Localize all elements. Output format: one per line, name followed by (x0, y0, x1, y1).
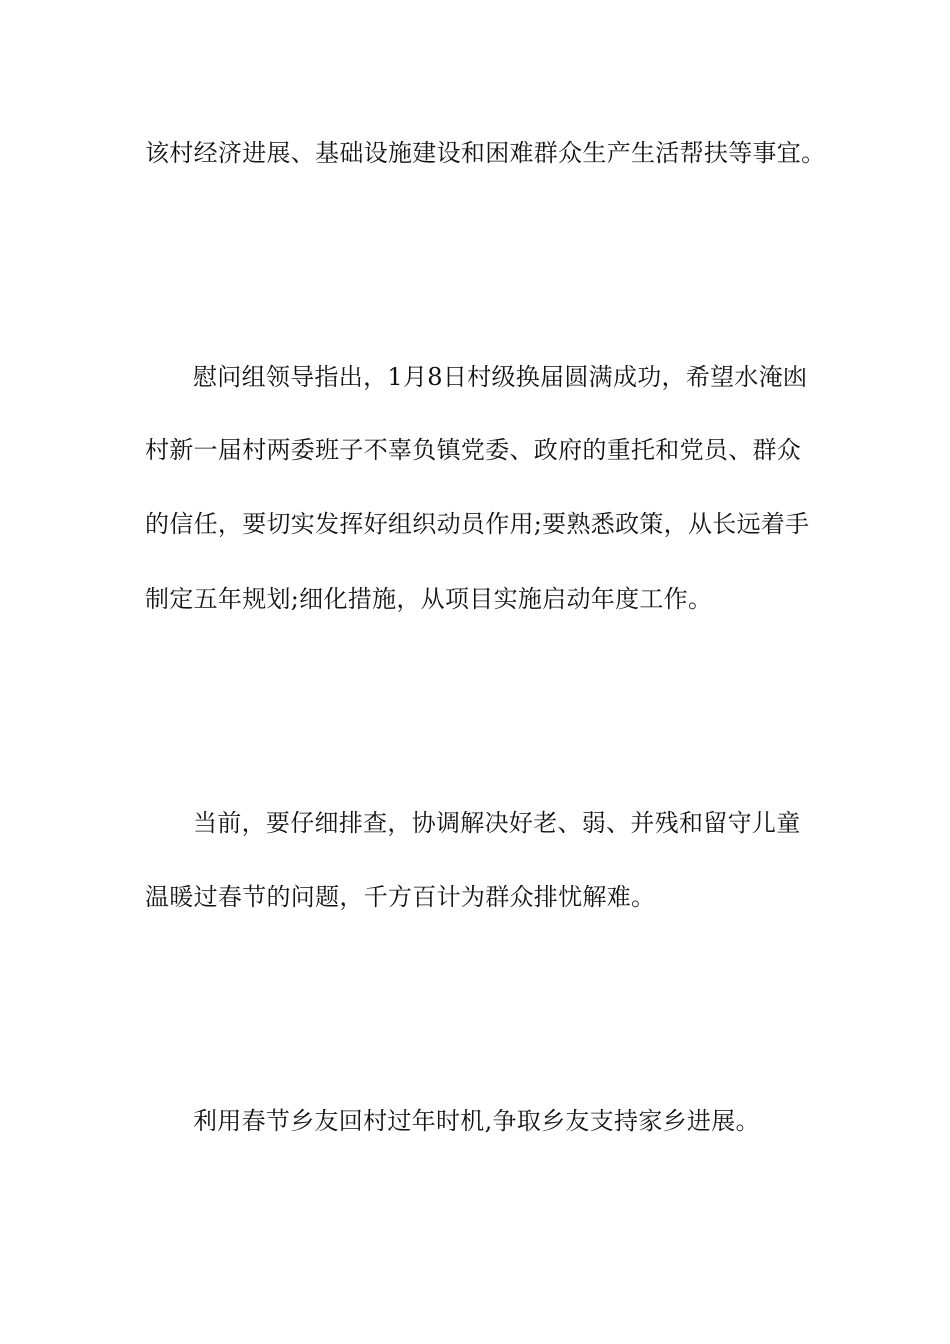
paragraph-3-line-1: 当前，要仔细排查，协调解决好老、弱、并残和留守儿童 (193, 809, 801, 837)
paragraph-2-line-3: 的信任，要切实发挥好组织动员作用;要熟悉政策，从长远着手 (145, 510, 810, 538)
paragraph-3-line-2: 温暖过春节的问题，千方百计为群众排忧解难。 (145, 883, 656, 911)
paragraph-2-line-4: 制定五年规划;细化措施，从项目实施启动年度工作。 (145, 585, 713, 613)
paragraph-2-line-1: 慰问组领导指出，1月8日村级换届圆满成功，希望水淹凼 (193, 363, 808, 391)
paragraph-1-line-1: 该村经济进展、基础设施建设和困难群众生产生活帮扶等事宜。 (145, 139, 826, 167)
paragraph-2-line-2: 村新一届村两委班子不辜负镇党委、政府的重托和党员、群众 (145, 436, 802, 464)
paragraph-4-line-1: 利用春节乡友回村过年时机,争取乡友支持家乡进展。 (193, 1107, 760, 1135)
